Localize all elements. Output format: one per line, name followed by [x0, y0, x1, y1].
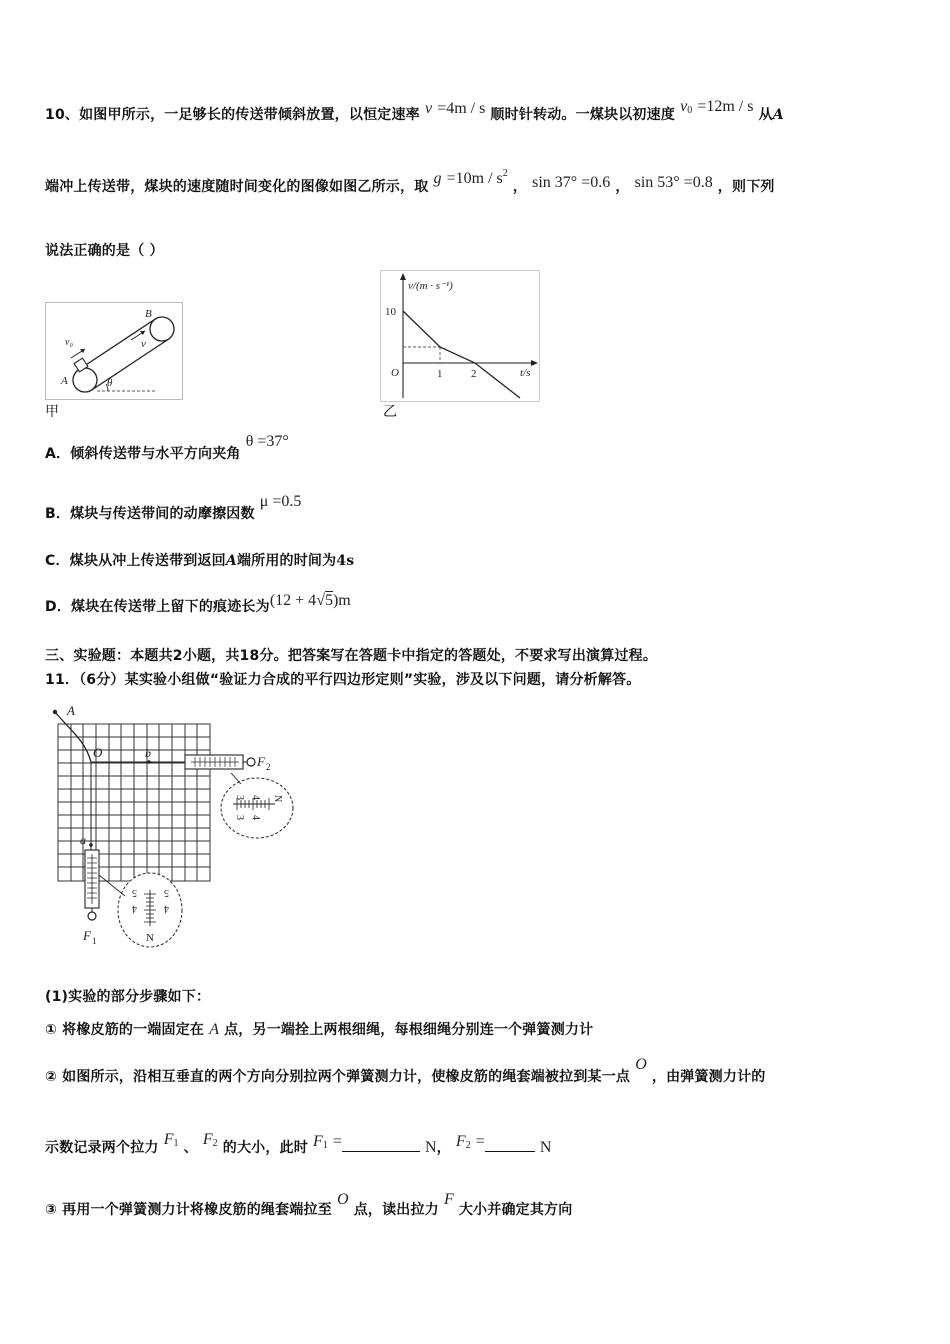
f1-scale-4-left: 4: [132, 903, 137, 914]
g-value: =10m / s: [446, 170, 503, 187]
v-var: v: [424, 100, 433, 117]
step-3-suffix: 大小并确定其方向: [458, 1202, 573, 1218]
zoom-leader-f2: [231, 773, 241, 784]
fig-label-f2: F: [257, 754, 265, 769]
step-3: [45, 1191, 573, 1219]
f1-var: F: [163, 1131, 174, 1148]
step-3-prefix: ③ 再用一个弹簧测力计将橡皮筋的绳套端拉至: [45, 1202, 332, 1218]
step-1: [45, 1019, 593, 1039]
fig-label-o: O: [93, 745, 103, 760]
figure-jia: [45, 302, 183, 400]
option-c-a: A: [225, 553, 237, 569]
f2-answer-blank[interactable]: [485, 1137, 535, 1152]
label-v: v: [141, 338, 146, 350]
f2-eq: =: [475, 1133, 485, 1150]
q10-line1-prefix: 10、如图甲所示，一足够长的传送带倾斜放置，以恒定速率: [45, 107, 420, 123]
step-2b-mid: 的大小，此时: [222, 1140, 308, 1156]
option-d: [45, 592, 351, 616]
q10-line1-mid: 顺时针转动。一煤块以初速度: [490, 107, 676, 123]
option-a-math: θ =37°: [245, 433, 289, 450]
figure-q11: [45, 700, 305, 955]
graph-xtick-2: 2: [471, 368, 477, 380]
f1-unit: N: [425, 1139, 437, 1156]
step-2b: [45, 1131, 552, 1157]
sin53-value: sin 53° =0.8: [634, 174, 713, 191]
sqrt-sign: √: [316, 592, 325, 609]
fig-jia-label: 甲: [45, 404, 60, 420]
fig-label-small-a: a: [80, 833, 86, 847]
option-b-text: B．煤块与传送带间的动摩擦因数: [45, 506, 255, 522]
step-2: [45, 1056, 766, 1086]
step-2-suffix: ，由弹簧测力计的: [651, 1069, 766, 1085]
option-a: [45, 433, 289, 463]
f2-unit-n: N: [272, 795, 283, 803]
v0-sub: 0: [687, 105, 693, 116]
f1-scale-5-right: 5: [164, 887, 169, 898]
label-v0: v₀: [65, 337, 73, 348]
q10-line3: 说法正确的是（ ）: [45, 243, 164, 259]
graph-xlabel: t/s: [520, 367, 531, 379]
option-d-math-sqrt: 5: [324, 592, 333, 609]
section-3-heading: 三、实验题：本题共2小题，共18分。把答案写在答题卡中指定的答题处，不要求写出演算过程。: [45, 648, 658, 664]
f1-scale-5-left: 5: [132, 887, 137, 898]
f2-var-2: F: [455, 1133, 466, 1150]
f1-scale-4-right: 4: [164, 903, 169, 914]
point-a-label: A: [772, 107, 784, 123]
graph-xtick-1: 1: [437, 368, 443, 380]
step-1-prefix: ① 将橡皮筋的一端固定在: [45, 1022, 205, 1038]
step-1-suffix: 点，另一端拴上两根细绳，每根细绳分别连一个弹簧测力计: [224, 1022, 594, 1038]
step-2-prefix: ② 如图所示，沿相互垂直的两个方向分别拉两个弹簧测力计，使橡皮筋的绳套端被拉到某一点: [45, 1069, 631, 1085]
fig-label-f2-sub: 2: [266, 762, 271, 772]
point-b-dot: [147, 760, 151, 764]
q10-line2-prefix: 端冲上传送带，煤块的速度随时间变化的图像如图乙所示，取: [45, 179, 429, 195]
dun-sign: 、: [183, 1140, 198, 1156]
q10-line2: [45, 168, 775, 196]
figure-yi-frame: [381, 271, 540, 402]
option-c-value: 4s: [336, 553, 355, 569]
fig-yi-label: 乙: [383, 404, 398, 420]
f2-unit: N: [539, 1139, 552, 1156]
comma-3: ，: [436, 1140, 451, 1156]
f1-answer-blank[interactable]: [342, 1137, 420, 1152]
sin37-value: sin 37° =0.6: [532, 174, 611, 191]
q10-line2-suffix: ，则下列: [717, 179, 775, 195]
v0-value: =12m / s: [697, 98, 754, 115]
fig-label-f1-sub: 1: [92, 936, 97, 946]
f2-var: F: [202, 1131, 213, 1148]
f1-sub: 1: [173, 1138, 179, 1149]
option-b: [45, 493, 302, 523]
point-a-dot: [89, 843, 93, 847]
label-a: A: [61, 375, 68, 387]
f2-scale-3-bottom: 3: [234, 815, 245, 820]
figure-yi: [380, 270, 540, 402]
fig-label-b: b: [145, 746, 151, 760]
f2-scale-4-top: 4: [250, 795, 261, 800]
g-sup: 2: [502, 168, 508, 179]
graph-ytick-10: 10: [385, 306, 396, 318]
step-1-a: A: [209, 1021, 220, 1038]
f1-eq: =: [332, 1133, 342, 1150]
step-2-o: O: [635, 1056, 647, 1073]
graph-origin: O: [391, 367, 399, 379]
q10-line1: [45, 98, 784, 124]
comma-2: ，: [615, 179, 630, 195]
f2-sub: 2: [212, 1138, 218, 1149]
f1-ring: [88, 912, 96, 920]
q10-line1-suffix: 从: [758, 107, 773, 123]
f1-var-2: F: [313, 1133, 323, 1150]
grid: [58, 724, 210, 881]
comma-1: ，: [512, 179, 528, 195]
option-c-text-2: 端所用的时间为: [236, 553, 337, 569]
graph-ylabel: v/(m · s⁻¹): [408, 280, 453, 292]
f2-ring: [247, 758, 255, 766]
f1-unit-n: N: [146, 932, 154, 944]
f2-sub-2: 2: [465, 1140, 471, 1151]
v-value: =4m / s: [437, 100, 486, 117]
step-3-mid: 点，读出拉力: [353, 1202, 439, 1218]
f1-sub-2: 1: [322, 1140, 328, 1151]
fig-label-f1: F: [83, 928, 91, 943]
fig-label-a: A: [67, 703, 75, 718]
option-d-math-1: (12 + 4: [269, 592, 317, 609]
f2-scale-4-bottom: 4: [250, 815, 261, 820]
label-b: B: [145, 308, 152, 320]
option-d-text: D．煤块在传送带上留下的痕迹长为: [45, 599, 270, 615]
step-heading: (1)实验的部分步骤如下：: [45, 989, 211, 1005]
option-d-math-2: )m: [332, 592, 351, 609]
option-c-text-1: C．煤块从冲上传送带到返回: [45, 553, 226, 569]
option-b-math: μ =0.5: [259, 493, 302, 510]
step-3-o: O: [337, 1191, 349, 1208]
v0-var: v: [680, 98, 688, 115]
q11-title: 11．（6分）某实验小组做“验证力合成的平行四边形定则”实验，涉及以下问题，请分析解答。: [45, 672, 641, 688]
f2-scale-3-top: 3: [234, 795, 245, 800]
step-3-f: F: [443, 1191, 454, 1208]
option-a-text: A．倾斜传送带与水平方向夹角: [45, 446, 241, 462]
step-2b-prefix: 示数记录两个拉力: [45, 1140, 159, 1156]
label-theta: θ: [107, 377, 113, 389]
g-var: g: [433, 170, 442, 187]
option-c: [45, 550, 354, 570]
